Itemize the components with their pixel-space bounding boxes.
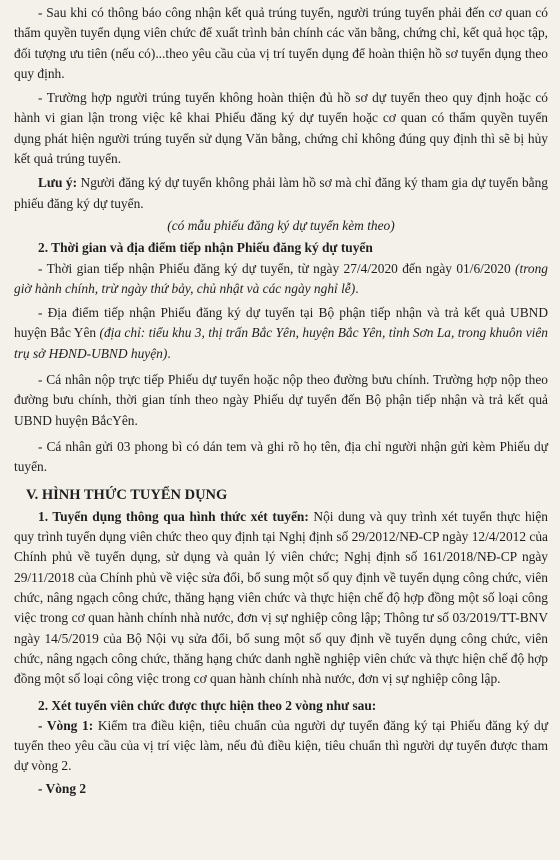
mau-phieu-note: (có mẫu phiếu đăng ký dự tuyển kèm theo) (167, 217, 395, 233)
luu-y-label: Lưu ý: (38, 175, 78, 191)
vong-1-text: Kiểm tra điều kiện, tiêu chuẩn của người dự tuyển đăng ký tại Phiếu đăng ký dự tuyển theo yêu cầu của vị trí việc làm, nếu đủ điều kiện, tiêu chuẩn thì người dự tuyển được tham dự vòng 2. (14, 717, 548, 774)
thoi-gian-note: (trong giờ hành chính, trừ ngày thứ bảy, chủ nhật và các ngày nghỉ lễ) (14, 260, 548, 296)
paragraph-thoi-gian (14, 259, 548, 300)
paragraph-vong-1 (14, 716, 548, 777)
thoi-gian-end: . (355, 280, 359, 296)
luu-y-text: Người đăng ký dự tuyển không phải làm hồ sơ mà chỉ đăng ký tham gia dự tuyển bằng phiếu đăng ký dự tuyển. (14, 175, 549, 211)
paragraph-phong-bi: - Cá nhân gửi 03 phong bì có dán tem và ghi rõ họ tên, địa chỉ người nhận gửi kèm Phiếu dự tuyển. (14, 438, 548, 475)
thoi-gian-text: - Thời gian tiếp nhận Phiếu đăng ký dự tuyển, từ ngày 27/4/2020 đến ngày 01/6/2020 (38, 260, 516, 276)
section-heading-hinh-thuc-tuyen-dung: V. HÌNH THỨC TUYỂN DỤNG (26, 486, 228, 503)
vong-2-label: - Vòng 2 (38, 780, 87, 796)
dia-diem-end: . (167, 345, 171, 361)
heading-thoi-gian-dia-diem: 2. Thời gian và địa điểm tiếp nhận Phiếu đăng ký dự tuyển (38, 240, 373, 256)
paragraph-ket-qua-trung-tuyen: - Sau khi có thông báo công nhận kết quả trúng tuyển, người trúng tuyển phải đến cơ quan có thẩm quyền tuyển dụng viên chức để xuất trình bản chính các văn bằng, chứng chỉ, kết quả học tập, đối tượng ưu tiên (nếu có)...theo yêu cầu của vị trí tuyển dụng để hoàn thiện hồ sơ tuyển dụng theo quy định. (14, 5, 548, 81)
vong-1-label: - Vòng 1: (38, 717, 94, 733)
paragraph-xet-tuyen (14, 507, 548, 690)
xet-tuyen-label: 1. Tuyển dụng thông qua hình thức xét tuyển: (38, 508, 309, 524)
dia-diem-note: (địa chỉ: tiểu khu 3, thị trấn Bắc Yên, huyện Bắc Yên, tỉnh Sơn La, trong khuôn viên trụ sở HĐND-UBND huyện) (14, 325, 548, 361)
paragraph-dia-diem (14, 303, 548, 364)
xet-tuyen-text: Nội dung và quy trình xét tuyển thực hiện quy trình tuyển dụng viên chức theo quy định tại Nghị định số 29/2012/NĐ-CP ngày 12/4/2012 của Chính phủ về tuyển dụng, sử dụng và quản lý viên chức; Nghị định số 161/2018/NĐ-CP ngày 29/11/2018 của Chính phủ về việc sửa đổi, bổ sung một số quy định về tuyển dụng công chức, viên chức, nâng ngạch công chức, thăng hạng viên chức và thực hiện chế độ hợp đồng một số loại công việc trong cơ quan hành chính nhà nước, đơn vị sự nghiệp công lập; Thông tư số 03/2019/TT-BNV ngày 14/5/2019 của Bộ Nội vụ sửa đổi, bổ sung một số quy định về tuyển dụng công chức, viên chức, nâng ngạch công chức, thăng hạng chức danh nghề nghiệp viên chức và thực hiện chế độ hợp đồng một số loại công việc trong cơ quan hành chính nhà nước, đơn vị sự nghiệp công lập. (14, 508, 548, 687)
paragraph-ca-nhan-nop: - Cá nhân nộp trực tiếp Phiếu dự tuyển hoặc nộp theo đường bưu chính. Trường hợp nộp theo đường bưu chính, thời gian tính theo ngày Phiếu dự tuyển đến Bộ phận tiếp nhận và trả kết quả UBND huyện BắcYên. (14, 372, 548, 428)
paragraph-luu-y (14, 173, 548, 214)
dia-diem-text: - Địa điểm tiếp nhận Phiếu đăng ký dự tuyển tại Bộ phận tiếp nhận và trả kết quả UBND huyện Bắc Yên (14, 305, 548, 341)
heading-xet-tuyen-2-vong: 2. Xét tuyển viên chức được thực hiện theo 2 vòng như sau: (38, 697, 377, 713)
paragraph-huy-ket-qua: - Trường hợp người trúng tuyển không hoàn thiện đủ hồ sơ dự tuyển theo quy định hoặc có hành vi gian lận trong việc kê khai Phiếu đăng ký dự tuyển hoặc cơ quan có thẩm quyền tuyển dụng phát hiện người trúng tuyển sử dụng Văn bằng, chứng chỉ không đúng quy định thì sẽ bị hủy kết quả trúng tuyển. (14, 90, 548, 167)
